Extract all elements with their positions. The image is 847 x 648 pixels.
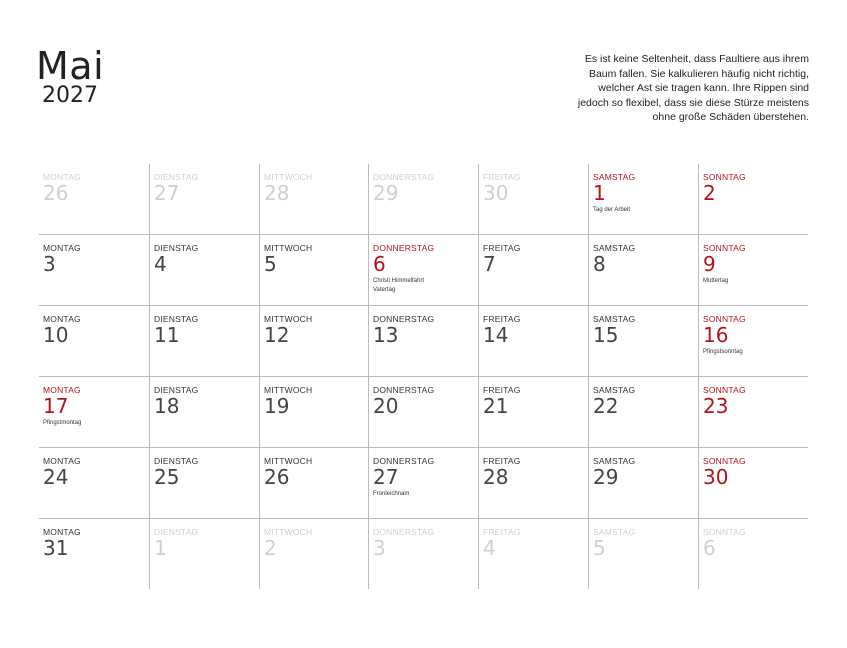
weekday-label: DIENSTAG xyxy=(154,314,199,324)
day-number: 30 xyxy=(703,465,729,489)
day-cell[interactable] xyxy=(149,519,259,589)
weekday-label: DIENSTAG xyxy=(154,172,199,182)
day-cell[interactable] xyxy=(588,235,698,305)
day-number: 27 xyxy=(373,465,399,489)
quote-text xyxy=(519,52,809,125)
week-row xyxy=(39,376,808,447)
day-number: 18 xyxy=(154,394,180,418)
day-number: 22 xyxy=(593,394,619,418)
day-cell[interactable] xyxy=(149,377,259,447)
weekday-label: DONNERSTAG xyxy=(373,314,435,324)
quote-line: welcher Ast sie tragen kann. Ihre Rippen sind xyxy=(598,82,809,94)
day-number: 28 xyxy=(264,181,290,205)
weekday-label: DIENSTAG xyxy=(154,527,199,537)
day-number: 1 xyxy=(593,181,606,205)
day-number: 6 xyxy=(703,536,716,560)
day-cell[interactable] xyxy=(698,306,808,376)
day-number: 29 xyxy=(373,181,399,205)
day-cell[interactable] xyxy=(588,377,698,447)
weekday-label: MONTAG xyxy=(43,314,81,324)
day-cell[interactable] xyxy=(368,377,478,447)
weekday-label: SONNTAG xyxy=(703,385,746,395)
weekday-label: FREITAG xyxy=(483,527,521,537)
day-number: 14 xyxy=(483,323,509,347)
day-cell[interactable] xyxy=(149,235,259,305)
weekday-label: DONNERSTAG xyxy=(373,172,435,182)
day-cell[interactable] xyxy=(149,306,259,376)
week-row xyxy=(39,518,808,589)
weekday-label: SONNTAG xyxy=(703,456,746,466)
day-number: 26 xyxy=(264,465,290,489)
day-number: 10 xyxy=(43,323,69,347)
day-number: 17 xyxy=(43,394,69,418)
weekday-label: MONTAG xyxy=(43,172,81,182)
quote-line: jedoch so flexibel, dass sie diese Stürze meistens xyxy=(577,96,809,109)
day-cell[interactable] xyxy=(478,164,588,234)
day-cell[interactable] xyxy=(259,164,369,234)
weekday-label: MITTWOCH xyxy=(264,172,313,182)
quote-line: ohne große Schäden überstehen. xyxy=(652,111,809,123)
weekday-label: MITTWOCH xyxy=(264,385,313,395)
holiday-note: Tag der Arbeit xyxy=(593,207,631,213)
day-cell[interactable] xyxy=(368,519,478,589)
day-cell[interactable] xyxy=(588,164,698,234)
day-cell[interactable] xyxy=(39,448,149,518)
week-row xyxy=(39,305,808,376)
day-cell[interactable] xyxy=(259,377,369,447)
holiday-note: Fronleichnam xyxy=(373,491,410,497)
day-cell[interactable] xyxy=(478,448,588,518)
day-number: 5 xyxy=(593,536,606,560)
day-number: 11 xyxy=(154,323,180,347)
holiday-note: Vatertag xyxy=(373,287,396,293)
weekday-label: FREITAG xyxy=(483,243,521,253)
day-cell[interactable] xyxy=(39,306,149,376)
day-cell[interactable] xyxy=(698,519,808,589)
day-cell[interactable] xyxy=(259,448,369,518)
day-cell[interactable] xyxy=(588,519,698,589)
day-cell[interactable] xyxy=(39,164,149,234)
day-cell[interactable] xyxy=(478,519,588,589)
day-cell[interactable] xyxy=(39,519,149,589)
day-number: 9 xyxy=(703,252,716,276)
day-number: 29 xyxy=(593,465,619,489)
weekday-label: SONNTAG xyxy=(703,527,746,537)
weekday-label: SAMSTAG xyxy=(593,172,636,182)
holiday-note: Pfingstsonntag xyxy=(703,349,743,355)
weekday-label: SAMSTAG xyxy=(593,527,636,537)
weekday-label: MONTAG xyxy=(43,456,81,466)
calendar-grid xyxy=(39,164,808,589)
holiday-note: Muttertag xyxy=(703,278,729,284)
day-cell[interactable] xyxy=(149,164,259,234)
week-row xyxy=(39,234,808,305)
weekday-label: DONNERSTAG xyxy=(373,456,435,466)
weekday-label: DONNERSTAG xyxy=(373,385,435,395)
day-number: 30 xyxy=(483,181,509,205)
day-cell[interactable] xyxy=(259,519,369,589)
day-number: 26 xyxy=(43,181,69,205)
holiday-note: Christi Himmelfahrt xyxy=(373,278,425,284)
day-cell[interactable] xyxy=(368,164,478,234)
holiday-note: Pfingstmontag xyxy=(43,420,82,426)
weekday-label: FREITAG xyxy=(483,385,521,395)
day-cell[interactable] xyxy=(39,235,149,305)
day-number: 7 xyxy=(483,252,496,276)
week-row xyxy=(39,447,808,518)
day-number: 21 xyxy=(483,394,509,418)
month-title: Mai xyxy=(36,44,105,88)
day-number: 19 xyxy=(264,394,290,418)
day-number: 3 xyxy=(373,536,386,560)
weekday-label: DIENSTAG xyxy=(154,243,199,253)
weekday-label: SONNTAG xyxy=(703,172,746,182)
day-number: 28 xyxy=(483,465,509,489)
week-row xyxy=(39,164,808,234)
day-number: 3 xyxy=(43,252,56,276)
day-cell[interactable] xyxy=(478,306,588,376)
day-cell[interactable] xyxy=(259,306,369,376)
day-cell[interactable] xyxy=(588,306,698,376)
weekday-label: FREITAG xyxy=(483,172,521,182)
day-number: 15 xyxy=(593,323,619,347)
day-number: 12 xyxy=(264,323,290,347)
day-number: 16 xyxy=(703,323,729,347)
weekday-label: SONNTAG xyxy=(703,243,746,253)
weekday-label: DIENSTAG xyxy=(154,456,199,466)
day-cell[interactable] xyxy=(698,448,808,518)
day-cell[interactable] xyxy=(39,377,149,447)
weekday-label: DONNERSTAG xyxy=(373,527,435,537)
day-number: 2 xyxy=(703,181,716,205)
day-number: 2 xyxy=(264,536,277,560)
weekday-label: FREITAG xyxy=(483,314,521,324)
day-number: 1 xyxy=(154,536,167,560)
weekday-label: MONTAG xyxy=(43,527,81,537)
day-number: 27 xyxy=(154,181,180,205)
day-cell[interactable] xyxy=(698,235,808,305)
weekday-label: MITTWOCH xyxy=(264,456,313,466)
day-number: 23 xyxy=(703,394,729,418)
weekday-label: MITTWOCH xyxy=(264,527,313,537)
year-title: 2027 xyxy=(42,83,98,108)
day-cell[interactable] xyxy=(478,235,588,305)
day-number: 5 xyxy=(264,252,277,276)
day-cell[interactable] xyxy=(698,377,808,447)
weekday-label: SAMSTAG xyxy=(593,314,636,324)
quote-line: Baum fallen. Sie kalkulieren häufig nicht richtig, xyxy=(588,67,809,80)
weekday-label: MITTWOCH xyxy=(264,243,313,253)
weekday-label: MITTWOCH xyxy=(264,314,313,324)
weekday-label: SAMSTAG xyxy=(593,385,636,395)
day-number: 4 xyxy=(483,536,496,560)
day-cell[interactable] xyxy=(478,377,588,447)
day-number: 25 xyxy=(154,465,180,489)
day-cell[interactable] xyxy=(259,235,369,305)
weekday-label: DONNERSTAG xyxy=(373,243,435,253)
weekday-label: SAMSTAG xyxy=(593,456,636,466)
day-number: 6 xyxy=(373,252,386,276)
day-number: 4 xyxy=(154,252,167,276)
weekday-label: MONTAG xyxy=(43,243,81,253)
quote-line: Es ist keine Seltenheit, dass Faultiere aus ihrem xyxy=(584,53,809,65)
weekday-label: SONNTAG xyxy=(703,314,746,324)
weekday-label: DIENSTAG xyxy=(154,385,199,395)
day-number: 24 xyxy=(43,465,69,489)
day-number: 13 xyxy=(373,323,399,347)
day-number: 8 xyxy=(593,252,606,276)
day-cell[interactable] xyxy=(149,448,259,518)
day-cell[interactable] xyxy=(368,235,478,305)
day-cell[interactable] xyxy=(368,448,478,518)
weekday-label: SAMSTAG xyxy=(593,243,636,253)
day-number: 20 xyxy=(373,394,399,418)
day-cell[interactable] xyxy=(368,306,478,376)
day-cell[interactable] xyxy=(588,448,698,518)
weekday-label: MONTAG xyxy=(43,385,81,395)
weekday-label: FREITAG xyxy=(483,456,521,466)
day-cell[interactable] xyxy=(698,164,808,234)
day-number: 31 xyxy=(43,536,69,560)
